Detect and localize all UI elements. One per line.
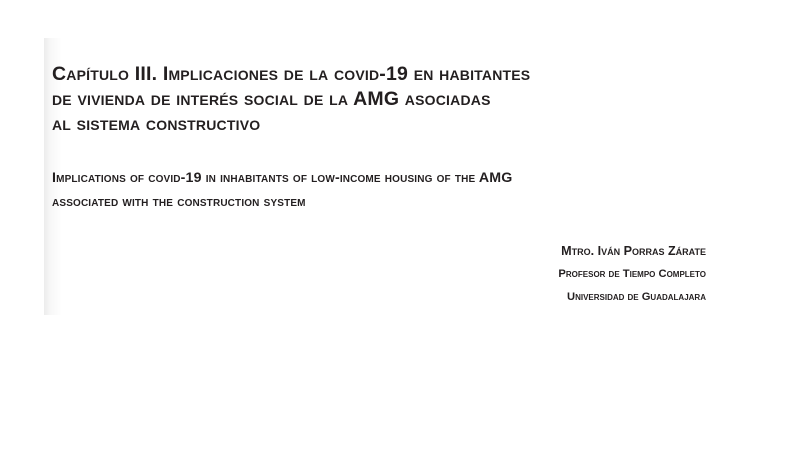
author-name: Mtro. Iván Porras Zárate [561, 244, 706, 258]
chapter-title-spanish-line-1: Capítulo III. Implicaciones de la covid-19 en habitantes [52, 63, 531, 85]
author-block [558, 240, 706, 309]
author-affiliation: Universidad de Guadalajara [566, 291, 706, 303]
chapter-title-spanish-line-2: de vivienda de interés social de la AMG asociadas [52, 88, 491, 110]
chapter-title-english [52, 166, 742, 214]
chapter-title-spanish-line-3: al sistema constructivo [52, 113, 261, 135]
chapter-title-english-line-2: associated with the construction system [52, 194, 306, 210]
chapter-title-spanish [52, 62, 732, 137]
chapter-title-english-line-1: Implications of covid-19 in inhabitants of low-income housing of the AMG [52, 170, 513, 186]
author-role: Profesor de Tiempo Completo [558, 268, 706, 280]
